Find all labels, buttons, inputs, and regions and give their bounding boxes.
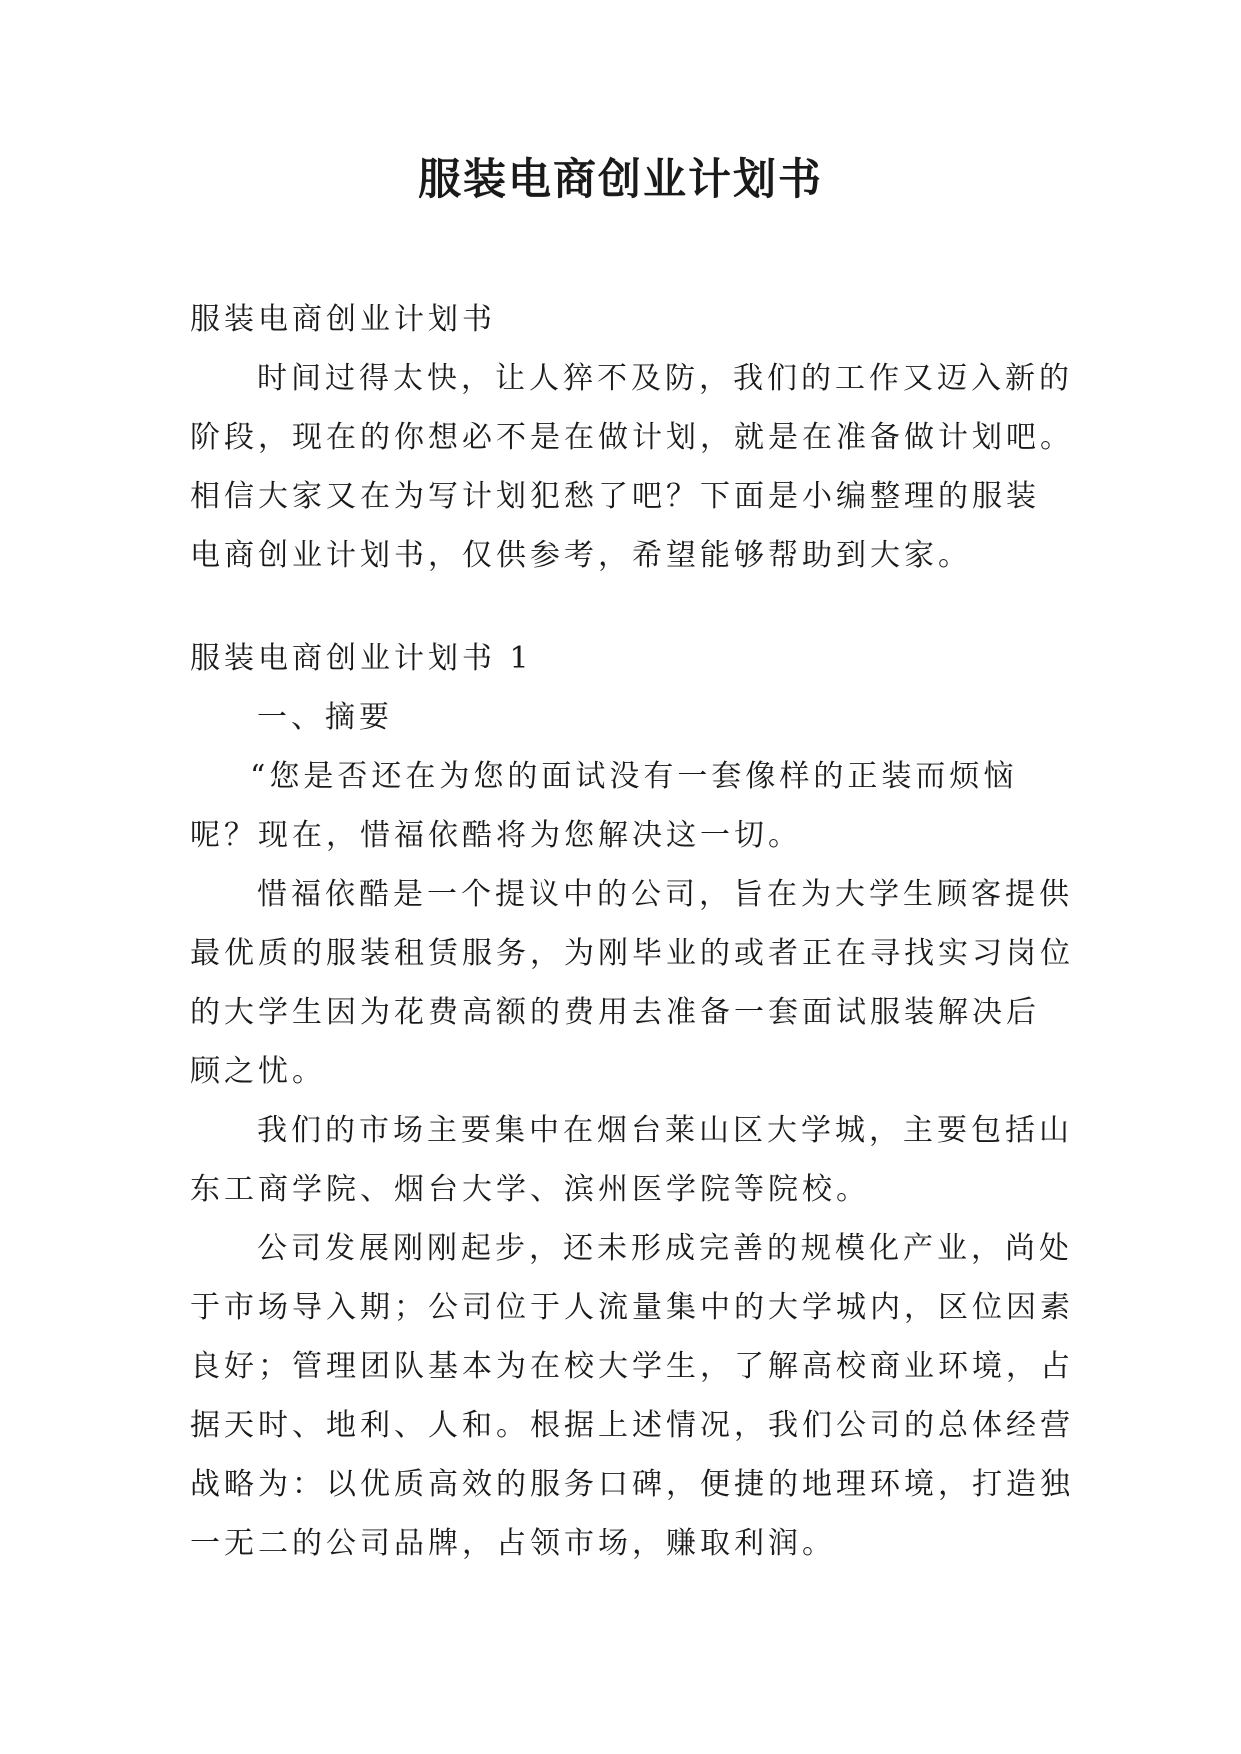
paragraph-line: 据天时、地利、人和。根据上述情况，我们公司的总体经营 — [190, 1408, 1074, 1443]
subtitle-line: 服装电商创业计划书 — [190, 302, 496, 337]
paragraph-line: 于市场导入期；公司位于人流量集中的大学城内，区位因素 — [190, 1290, 1074, 1325]
paragraph-line: 良好；管理团队基本为在校大学生，了解高校商业环境，占 — [190, 1349, 1074, 1384]
paragraph-line: 战略为：以优质高效的服务口碑，便捷的地理环境，打造独 — [190, 1467, 1074, 1502]
paragraph-line: 我们的市场主要集中在烟台莱山区大学城，主要包括山 — [257, 1113, 1073, 1148]
paragraph-line: 最优质的服装租赁服务，为刚毕业的或者正在寻找实习岗位 — [190, 936, 1074, 971]
document-title: 服装电商创业计划书 — [418, 155, 823, 205]
paragraph-line: “您是否还在为您的面试没有一套像样的正装而烦恼 — [250, 759, 1018, 794]
paragraph-line: 时间过得太快，让人猝不及防，我们的工作又迈入新的 — [257, 361, 1073, 396]
document-body — [190, 290, 1074, 1573]
section-heading: 服装电商创业计划书 1 — [190, 641, 533, 676]
paragraph-line: 电商创业计划书，仅供参考，希望能够帮助到大家。 — [190, 538, 972, 573]
paragraph-line: 东工商学院、烟台大学、滨州医学院等院校。 — [190, 1172, 870, 1207]
paragraph-line: 呢？现在，惜福依酷将为您解决这一切。 — [190, 818, 802, 853]
subsection-heading: 一、摘要 — [257, 700, 393, 735]
paragraph-line: 惜福依酷是一个提议中的公司，旨在为大学生顾客提供 — [257, 877, 1073, 912]
paragraph-line: 公司发展刚刚起步，还未形成完善的规模化产业，尚处 — [257, 1231, 1073, 1266]
paragraph-line: 的大学生因为花费高额的费用去准备一套面试服装解决后 — [190, 995, 1040, 1030]
paragraph-line: 一无二的公司品牌，占领市场，赚取利润。 — [190, 1526, 836, 1561]
paragraph-line: 阶段，现在的你想必不是在做计划，就是在准备做计划吧。 — [190, 420, 1074, 455]
paragraph-line: 顾之忧。 — [190, 1054, 326, 1089]
paragraph-line: 相信大家又在为写计划犯愁了吧？下面是小编整理的服装 — [190, 479, 1040, 514]
